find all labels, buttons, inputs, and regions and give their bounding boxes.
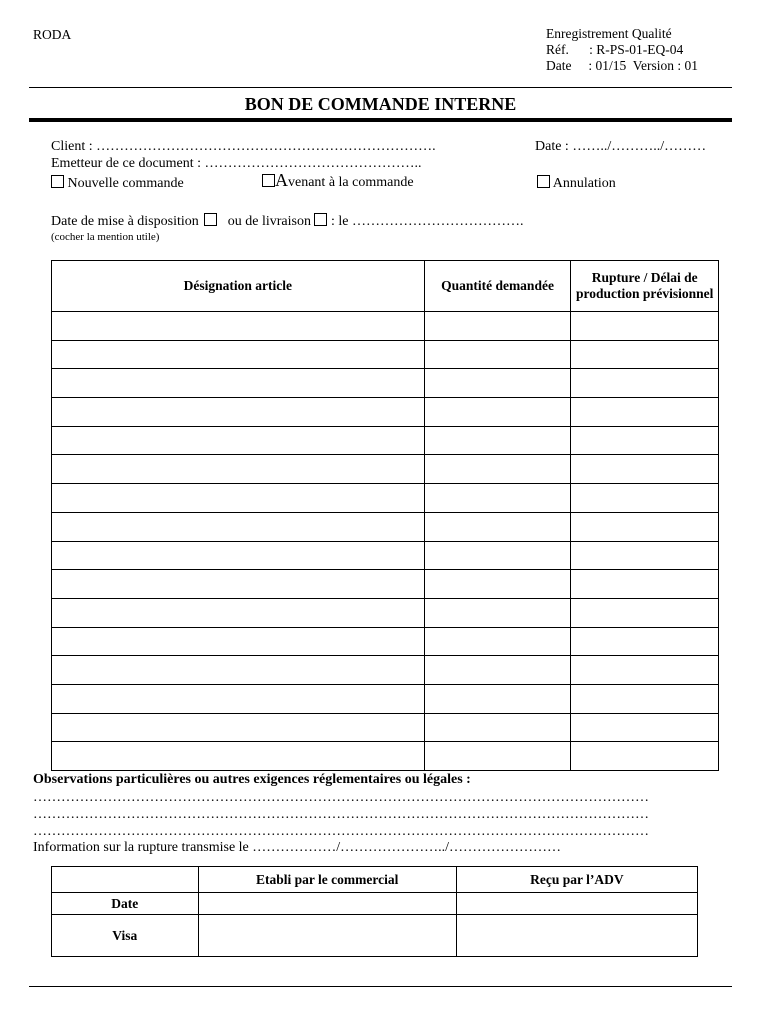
option-amendment-label: venant à la commande [288,175,414,190]
option-new-order[interactable] [51,175,184,192]
quantity-cell[interactable] [424,512,571,541]
table-row [52,398,719,427]
header-commercial: Etabli par le commercial [198,867,456,893]
client-field[interactable]: Client : ………………………………………………………………. [51,139,436,154]
checkbox-new-order[interactable] [51,175,64,188]
designation-cell[interactable] [52,684,425,713]
checkbox-delivery[interactable] [314,213,327,226]
delay-cell[interactable] [571,656,719,685]
row-label-date: Date [52,893,199,915]
commercial-date-cell[interactable] [198,893,456,915]
signature-date-row [52,893,698,915]
table-row [52,512,719,541]
delay-cell[interactable] [571,455,719,484]
table-row [52,598,719,627]
designation-cell[interactable] [52,742,425,771]
signature-corner [52,867,199,893]
header-designation: Désignation article [52,261,425,312]
quantity-cell[interactable] [424,369,571,398]
designation-cell[interactable] [52,627,425,656]
delay-cell[interactable] [571,541,719,570]
quantity-cell[interactable] [424,340,571,369]
designation-cell[interactable] [52,312,425,341]
option-amendment[interactable] [262,172,414,191]
designation-cell[interactable] [52,455,425,484]
signature-header-row [52,867,698,893]
quantity-cell[interactable] [424,742,571,771]
designation-cell[interactable] [52,340,425,369]
rupture-info-line[interactable]: Information sur la rupture transmise le ………………/…………………../…………………… [33,840,562,855]
designation-cell[interactable] [52,369,425,398]
option-cancellation[interactable] [537,175,616,192]
delivery-date-field[interactable]: : le ………………………………. [330,214,524,229]
quantity-cell[interactable] [424,312,571,341]
table-row [52,312,719,341]
quantity-cell[interactable] [424,484,571,513]
delay-cell[interactable] [571,484,719,513]
availability-label: Date de mise à disposition [51,214,199,229]
delay-cell[interactable] [571,398,719,427]
header-quantity: Quantité demandée [424,261,571,312]
table-row [52,541,719,570]
header-adv: Reçu par l’ADV [456,867,697,893]
delay-cell[interactable] [571,713,719,742]
header-delay: Rupture / Délai de production prévisionnel [571,261,719,312]
footer-divider [29,986,732,987]
table-row [52,426,719,455]
delay-cell[interactable] [571,570,719,599]
table-row [52,713,719,742]
quantity-cell[interactable] [424,627,571,656]
checkbox-availability[interactable] [204,213,217,226]
table-row [52,455,719,484]
page-title: BON DE COMMANDE INTERNE [244,94,517,114]
designation-cell[interactable] [52,570,425,599]
order-lines-table [51,260,719,771]
table-row [52,742,719,771]
check-note: (cocher la mention utile) [51,231,160,243]
table-row [52,340,719,369]
observations-title: Observations particulières ou autres exigences réglementaires ou légales : [33,772,471,787]
quantity-cell[interactable] [424,541,571,570]
designation-cell[interactable] [52,598,425,627]
quantity-cell[interactable] [424,398,571,427]
option-new-order-label: Nouvelle commande [67,176,184,191]
delivery-label: ou de livraison [227,214,311,229]
designation-cell[interactable] [52,484,425,513]
header-divider [29,87,732,88]
delay-cell[interactable] [571,598,719,627]
title-rule [29,118,732,122]
table-row [52,369,719,398]
commercial-visa-cell[interactable] [198,915,456,957]
quantity-cell[interactable] [424,426,571,455]
observations-line-1[interactable]: …………………………………………………………………………………………………………………… [33,790,649,805]
table-header-row [52,261,719,312]
table-row [52,684,719,713]
quality-label: Enregistrement Qualité [546,26,672,41]
adv-date-cell[interactable] [456,893,697,915]
checkbox-amendment[interactable] [262,174,275,187]
checkbox-cancellation[interactable] [537,175,550,188]
delay-cell[interactable] [571,369,719,398]
designation-cell[interactable] [52,656,425,685]
option-cancellation-label: Annulation [552,176,616,191]
delay-cell[interactable] [571,340,719,369]
quantity-cell[interactable] [424,713,571,742]
version-line: Date : 01/15 Version : 01 [546,58,698,73]
table-row [52,484,719,513]
adv-visa-cell[interactable] [456,915,697,957]
delay-cell[interactable] [571,627,719,656]
delay-cell[interactable] [571,684,719,713]
company-name: RODA [33,27,72,42]
quality-block [546,26,698,74]
delay-cell[interactable] [571,312,719,341]
reference-line: Réf. : R-PS-01-EQ-04 [546,42,684,57]
signature-visa-row [52,915,698,957]
designation-cell[interactable] [52,426,425,455]
designation-cell[interactable] [52,713,425,742]
table-row [52,627,719,656]
designation-cell[interactable] [52,398,425,427]
availability-line [51,213,523,230]
signature-table [51,866,698,957]
row-label-visa: Visa [52,915,199,957]
emitter-field[interactable]: Emetteur de ce document : ……………………………………….. [51,156,422,171]
quantity-cell[interactable] [424,656,571,685]
designation-cell[interactable] [52,512,425,541]
table-row [52,570,719,599]
delay-cell[interactable] [571,426,719,455]
order-date-field[interactable]: Date : ……../………../……… [535,139,707,154]
observations-line-3[interactable]: …………………………………………………………………………………………………………………… [33,824,649,839]
quantity-cell[interactable] [424,570,571,599]
designation-cell[interactable] [52,541,425,570]
table-row [52,656,719,685]
option-amendment-initial: A [275,170,288,190]
quantity-cell[interactable] [424,455,571,484]
delay-cell[interactable] [571,742,719,771]
quantity-cell[interactable] [424,598,571,627]
delay-cell[interactable] [571,512,719,541]
observations-line-2[interactable]: …………………………………………………………………………………………………………………… [33,807,649,822]
quantity-cell[interactable] [424,684,571,713]
